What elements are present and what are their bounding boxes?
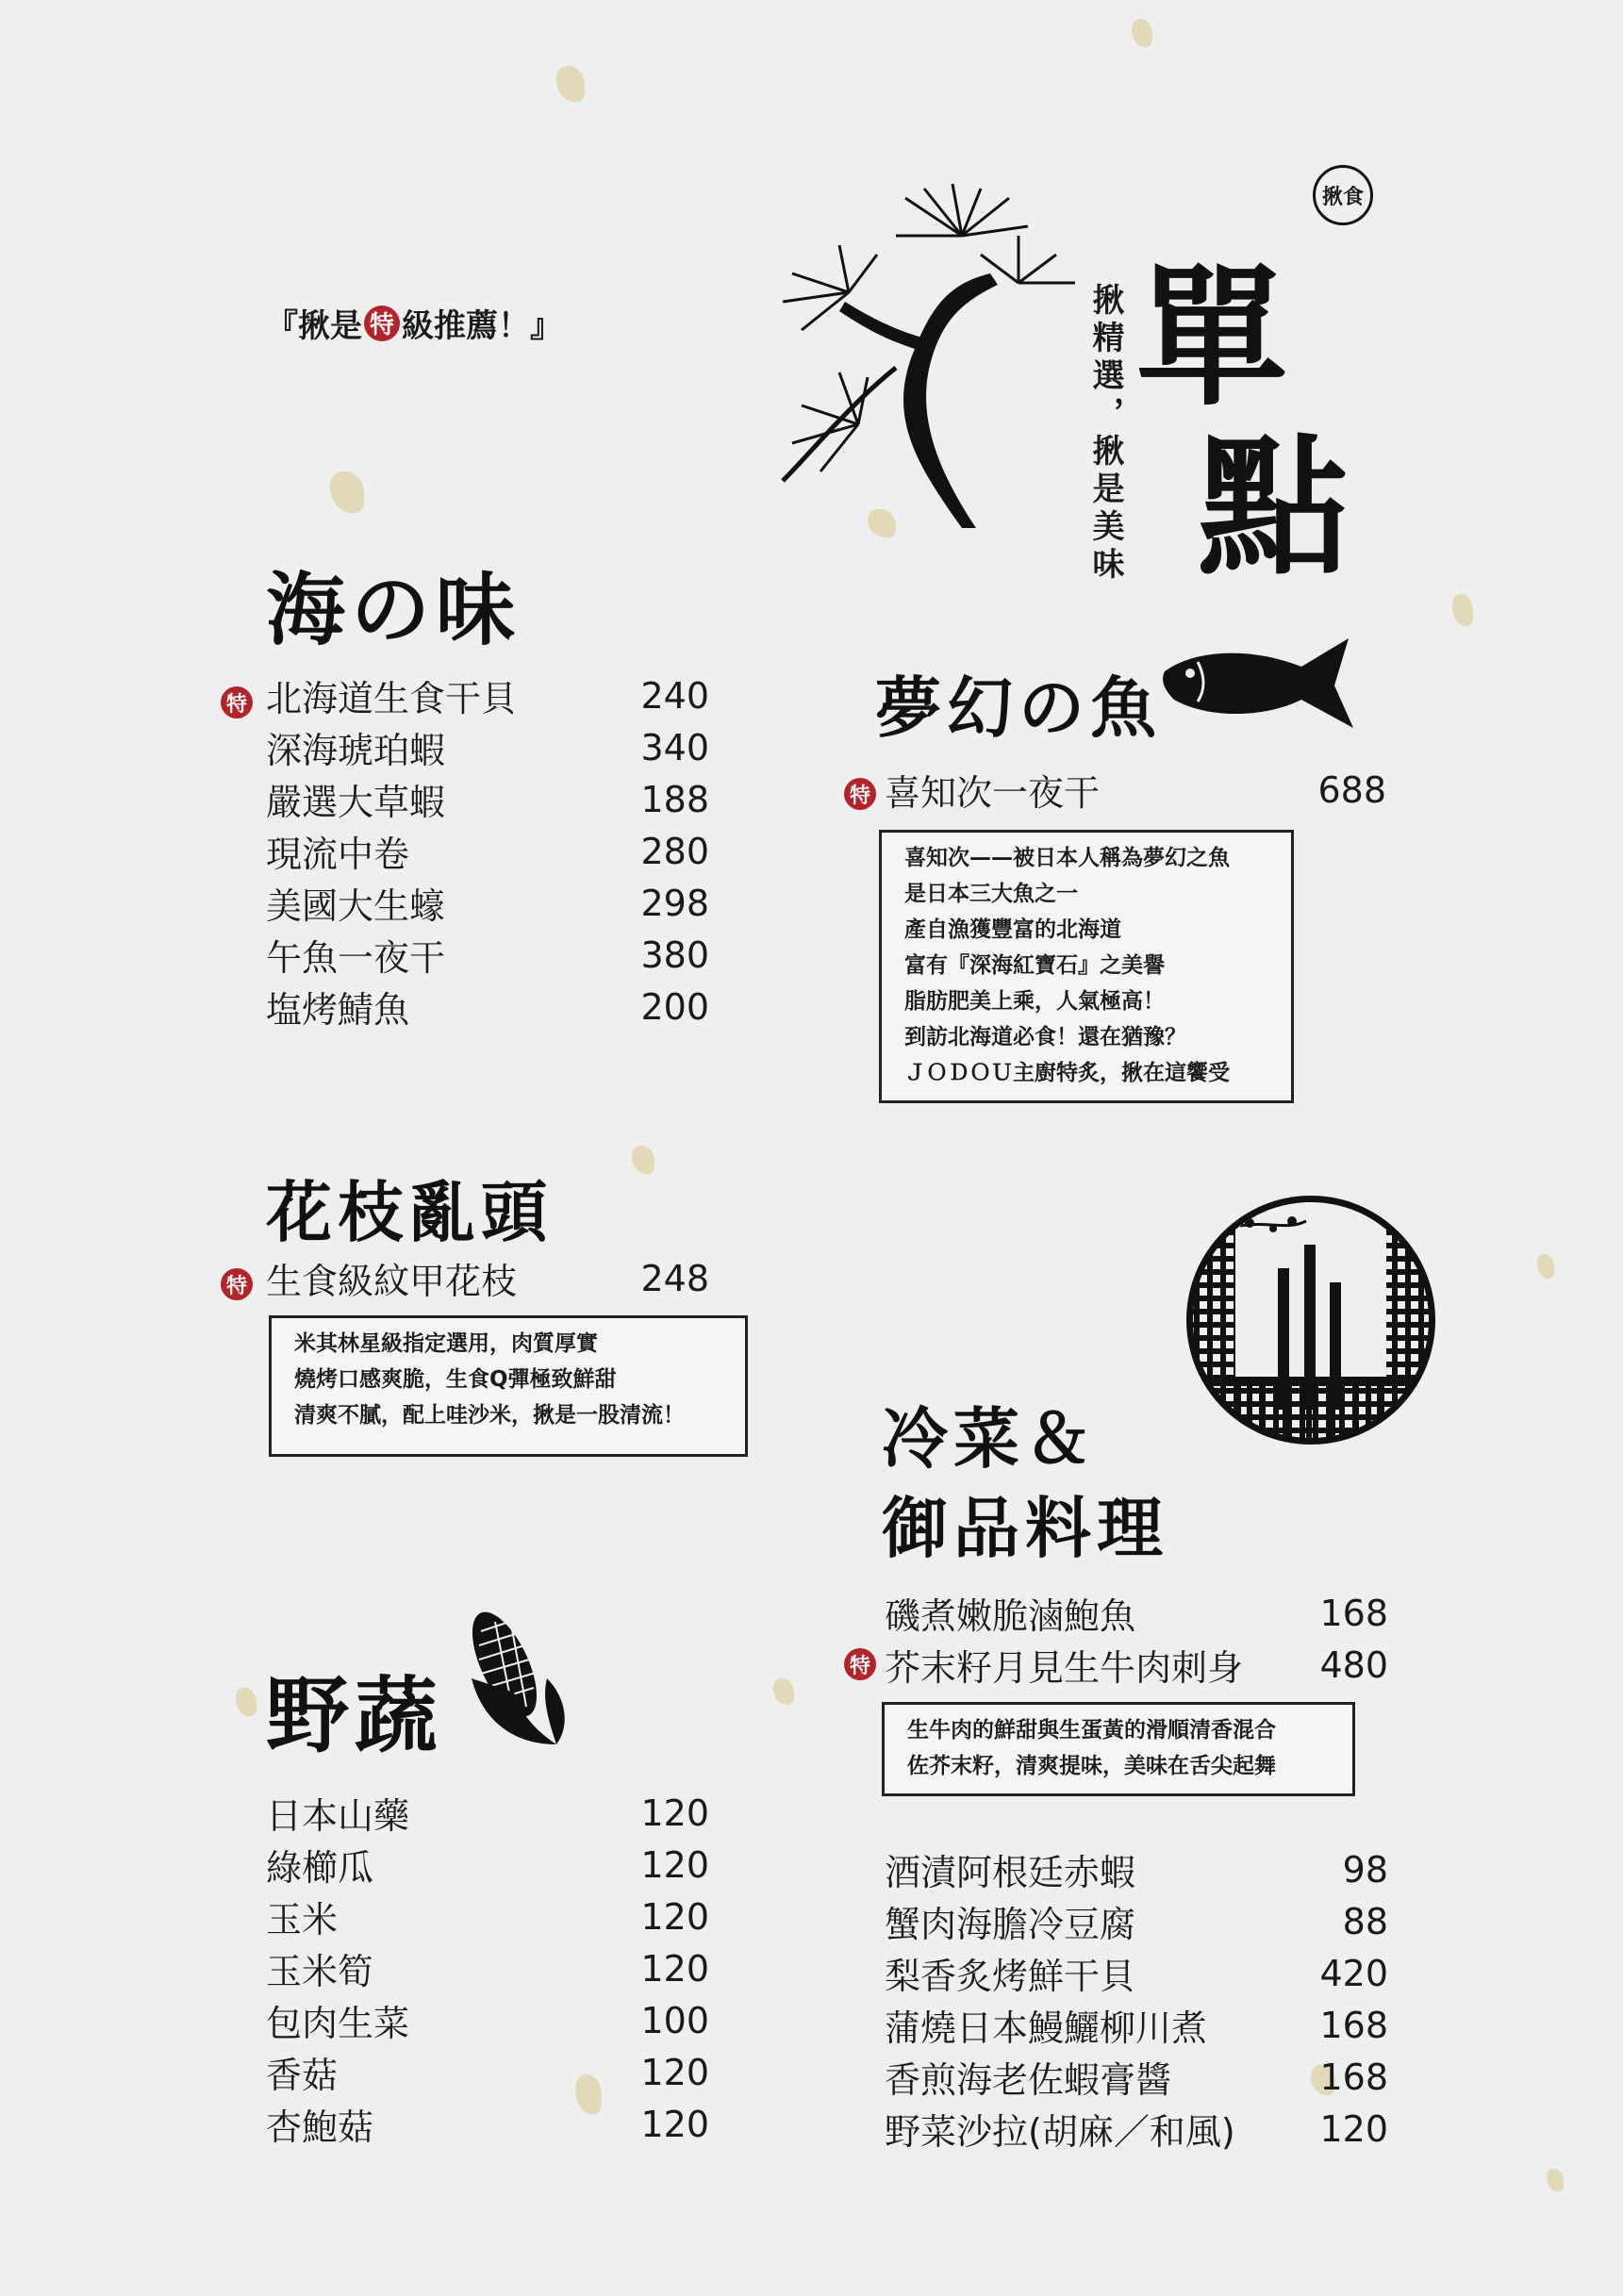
- item-name: 包肉生菜: [266, 2003, 410, 2044]
- gold-flake: [1547, 2169, 1564, 2191]
- special-badge: 特: [844, 1648, 876, 1680]
- gold-flake: [1132, 19, 1152, 47]
- item-price: 200: [640, 986, 709, 1028]
- list-item: [266, 1942, 719, 1994]
- note-line: 富有『深海紅寶石』之美譽: [904, 953, 1165, 978]
- item-price: 688: [1317, 769, 1386, 811]
- item-name: 美國大生蠔: [266, 885, 446, 927]
- item-name: 北海道生食干貝: [266, 678, 518, 719]
- item-price: 120: [640, 1844, 709, 1886]
- note-line: 米其林星級指定選用，肉質厚實: [294, 1331, 598, 1356]
- recommend-pre: 『揪是: [266, 307, 362, 345]
- item-price: 280: [640, 831, 709, 872]
- note-line: ＪＯＤＯＵ主廚特炙，揪在這饗受: [904, 1061, 1230, 1085]
- list-item: [266, 1787, 719, 1839]
- section-title-fish: 夢幻の魚: [875, 669, 1162, 747]
- note-line: 生牛肉的鮮甜與生蛋黃的滑順清香混合: [907, 1718, 1276, 1743]
- list-item: [885, 1843, 1394, 1895]
- section-title-squid: 花枝亂頭: [266, 1173, 553, 1251]
- item-name: 現流中卷: [266, 834, 410, 875]
- note-line: 脂肪肥美上乘，人氣極高！: [904, 989, 1165, 1014]
- item-name: 野菜沙拉(胡麻／和風): [885, 2111, 1235, 2153]
- item-price: 88: [1342, 1901, 1388, 1942]
- note-line: 佐芥末籽，清爽提味，美味在舌尖起舞: [907, 1754, 1276, 1778]
- corn-icon: [453, 1603, 575, 1754]
- list-item: [266, 773, 719, 825]
- item-name: 梨香炙烤鮮干貝: [885, 1956, 1136, 1997]
- recommend-note: [266, 300, 562, 346]
- item-name: 塩烤鯖魚: [266, 989, 410, 1031]
- special-badge: 特: [221, 1268, 253, 1300]
- note-line: 產自漁獲豐富的北海道: [904, 917, 1121, 942]
- main-title-2: 點: [1198, 419, 1350, 596]
- section-title-cold-2: 御品料理: [882, 1489, 1168, 1567]
- logo-seal-text: 揪食: [1321, 185, 1364, 209]
- item-name: 酒漬阿根廷赤蝦: [885, 1852, 1136, 1893]
- item-price: 188: [640, 779, 709, 820]
- item-price: 168: [1319, 2056, 1388, 2098]
- item-price: 120: [640, 1896, 709, 1938]
- list-item: [266, 2046, 719, 2098]
- item-price: 120: [640, 2104, 709, 2145]
- list-item: [885, 1895, 1394, 1947]
- special-badge: 特: [844, 778, 876, 810]
- list-item: [266, 1252, 719, 1304]
- item-name: 香煎海老佐蝦膏醬: [885, 2059, 1172, 2101]
- gold-flake: [1452, 594, 1473, 626]
- list-item: [885, 764, 1394, 816]
- item-name: 玉米筍: [266, 1951, 374, 1992]
- item-name: 杏鮑菇: [266, 2106, 374, 2148]
- main-title-1: 單: [1136, 249, 1288, 426]
- item-price: 120: [640, 1948, 709, 1990]
- item-price: 98: [1342, 1849, 1388, 1891]
- list-item: [885, 1587, 1394, 1639]
- fish-note-box: [879, 830, 1294, 1103]
- item-name: 日本山藥: [266, 1795, 410, 1837]
- list-item: [266, 877, 719, 929]
- list-item: [885, 1639, 1394, 1691]
- tagline: 揪精選，揪是美味: [1086, 283, 1124, 585]
- list-item: [266, 1839, 719, 1891]
- note-line: 喜知次——被日本人稱為夢幻之魚: [904, 846, 1230, 870]
- list-item: [266, 825, 719, 877]
- item-name: 深海琥珀蝦: [266, 730, 446, 771]
- item-price: 120: [640, 2052, 709, 2093]
- beef-note-box: [882, 1702, 1355, 1796]
- item-name: 午魚一夜干: [266, 937, 446, 979]
- note-line: 到訪北海道必食！還在猶豫？: [904, 1025, 1186, 1049]
- list-item: [885, 2051, 1394, 2103]
- item-name: 喜知次一夜干: [885, 772, 1101, 814]
- pine-tree-illustration: [773, 179, 1075, 537]
- list-item: [266, 721, 719, 773]
- bamboo-window-illustration: [1184, 1193, 1438, 1447]
- gold-flake: [556, 66, 585, 102]
- list-item: [266, 1994, 719, 2046]
- item-price: 168: [1319, 1593, 1388, 1634]
- gold-flake: [1537, 1254, 1554, 1279]
- item-price: 168: [1319, 2005, 1388, 2046]
- item-name: 香菇: [266, 2055, 339, 2096]
- list-item: [266, 929, 719, 981]
- note-line: 清爽不膩，配上哇沙米，揪是一股清流！: [294, 1403, 685, 1428]
- list-item: [266, 669, 719, 721]
- list-item: [885, 1947, 1394, 1999]
- gold-flake: [330, 471, 364, 513]
- item-name: 嚴選大草蝦: [266, 782, 446, 823]
- note-line: 燒烤口感爽脆，生食Q彈極致鮮甜: [294, 1367, 617, 1392]
- item-name: 芥末籽月見生牛肉刺身: [885, 1647, 1244, 1689]
- item-name: 蒲燒日本鰻鱺柳川煮: [885, 2007, 1208, 2049]
- list-item: [885, 1999, 1394, 2051]
- item-price: 120: [1319, 2108, 1388, 2150]
- note-line: 是日本三大魚之一: [904, 882, 1078, 906]
- recommend-post: 級推薦！』: [402, 307, 562, 345]
- special-badge: 特: [364, 306, 400, 341]
- item-price: 340: [640, 727, 709, 768]
- gold-flake: [236, 1688, 257, 1716]
- list-item: [885, 2103, 1394, 2155]
- list-item: [266, 2098, 719, 2150]
- item-name: 磯煮嫩脆滷鮑魚: [885, 1595, 1136, 1637]
- item-price: 248: [640, 1258, 709, 1299]
- list-item: [266, 1891, 719, 1942]
- item-name: 玉米: [266, 1899, 339, 1941]
- fish-icon: [1160, 634, 1358, 737]
- item-price: 100: [640, 2000, 709, 2041]
- gold-flake: [632, 1146, 654, 1174]
- logo-seal: [1313, 165, 1373, 225]
- item-price: 480: [1319, 1644, 1388, 1686]
- item-name: 蟹肉海膽冷豆腐: [885, 1904, 1136, 1945]
- item-name: 綠櫛瓜: [266, 1847, 374, 1889]
- section-title-veg: 野蔬: [266, 1666, 444, 1764]
- squid-note-box: [269, 1315, 748, 1457]
- item-price: 298: [640, 883, 709, 924]
- special-badge: 特: [221, 686, 253, 719]
- item-price: 120: [640, 1792, 709, 1834]
- section-title-sea: 海の味: [266, 563, 522, 656]
- item-name: 生食級紋甲花枝: [266, 1261, 518, 1302]
- list-item: [266, 981, 719, 1032]
- section-title-cold-1: 冷菜＆: [882, 1399, 1097, 1478]
- item-price: 380: [640, 934, 709, 976]
- item-price: 420: [1319, 1953, 1388, 1994]
- gold-flake: [773, 1678, 794, 1705]
- item-price: 240: [640, 675, 709, 717]
